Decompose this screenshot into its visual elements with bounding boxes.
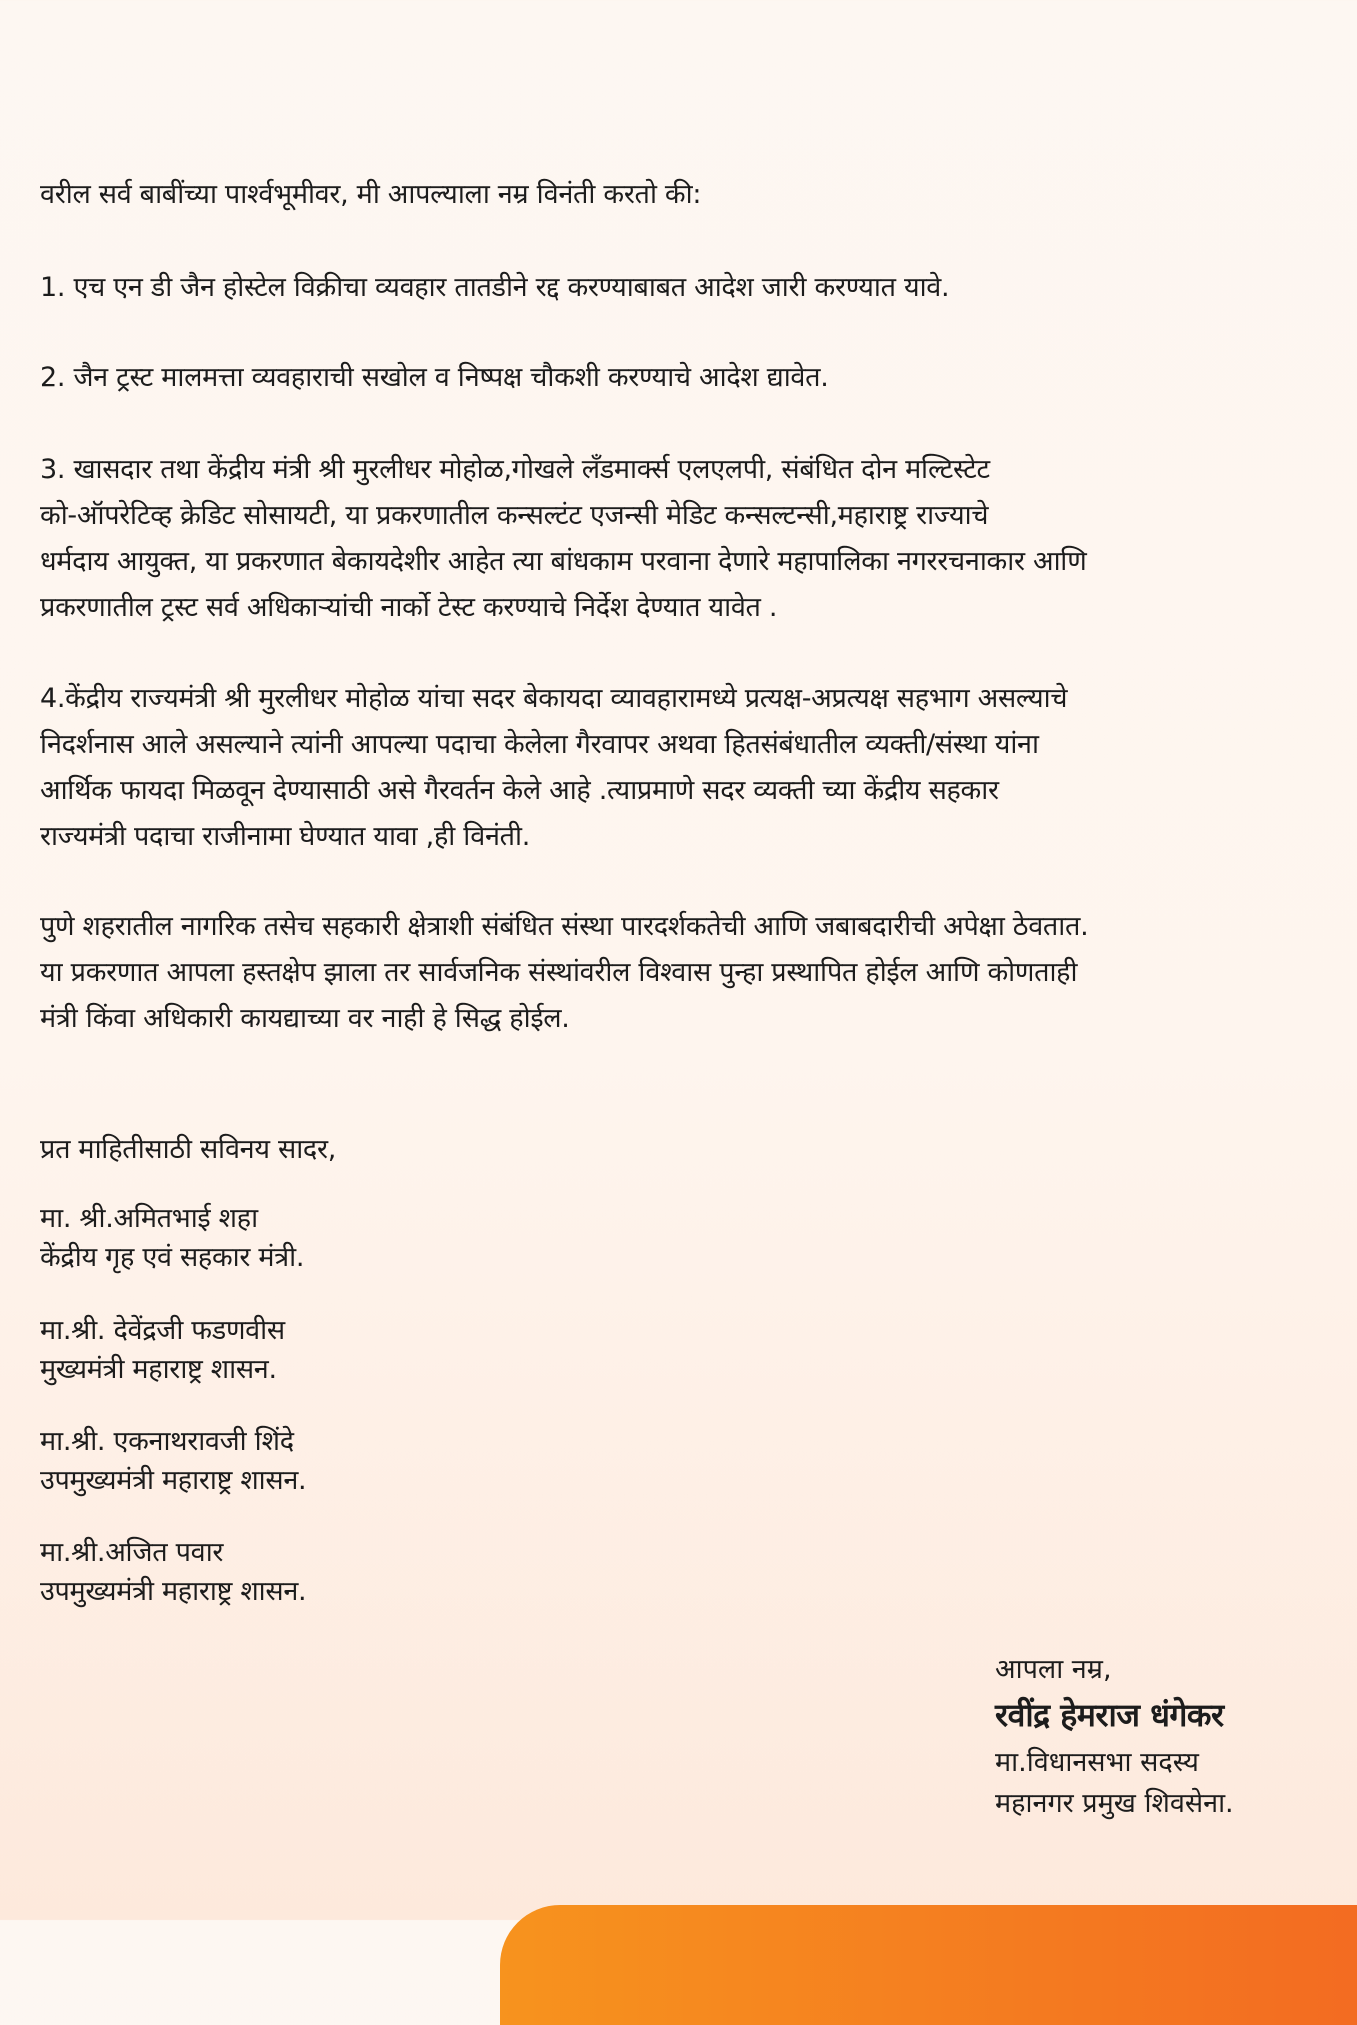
signature-salutation: आपला नम्र, (995, 1654, 1112, 1685)
point-4-line: आर्थिक फायदा मिळवून देण्यासाठी असे गैरवर्तन केले आहे .त्याप्रमाणे सदर व्यक्ती च्या केंद्रीय सहकार (40, 775, 999, 806)
recipient-title: मुख्यमंत्री महाराष्ट्र शासन. (40, 1354, 277, 1385)
point-3-line: को-ऑपरेटिव्ह क्रेडिट सोसायटी, या प्रकरणातील कन्सल्टंट एजन्सी मेडिट कन्सल्टन्सी,महाराष्ट्र राज्याचे (40, 500, 989, 531)
closing-line: मंत्री किंवा अधिकारी कायद्याच्या वर नाही हे सिद्ध होईल. (40, 1003, 570, 1034)
signature-designation: महानगर प्रमुख शिवसेना. (995, 1788, 1234, 1819)
recipient-title: उपमुख्यमंत्री महाराष्ट्र शासन. (40, 1576, 307, 1607)
recipient-name: मा.श्री.अजित पवार (40, 1537, 224, 1568)
point-2: 2. जैन ट्रस्ट मालमत्ता व्यवहाराची सखोल व निष्पक्ष चौकशी करण्याचे आदेश द्यावेत. (40, 362, 829, 393)
recipient-name: मा. श्री.अमितभाई शहा (40, 1203, 258, 1234)
point-4-line: राज्यमंत्री पदाचा राजीनामा घेण्यात यावा ,ही विनंती. (40, 821, 531, 852)
signature-name: रवींद्र हेमराज धंगेकर (995, 1696, 1224, 1734)
intro-text: वरील सर्व बाबींच्या पार्श्वभूमीवर, मी आपल्याला नम्र विनंती करतो की: (40, 179, 702, 210)
point-3-line: 3. खासदार तथा केंद्रीय मंत्री श्री मुरलीधर मोहोळ,गोखले लँडमार्क्स एलएलपी, संबंधित दोन मल्टिस्टेट (40, 454, 990, 485)
closing-line: या प्रकरणात आपला हस्तक्षेप झाला तर सार्वजनिक संस्थांवरील विश्वास पुन्हा प्रस्थापित होईल आणि कोणताही (40, 957, 1078, 988)
point-4-line: 4.केंद्रीय राज्यमंत्री श्री मुरलीधर मोहोळ यांचा सदर बेकायदा व्यावहारामध्ये प्रत्यक्ष-अप्रत्यक्ष सहभाग असल्याचे (40, 683, 1068, 714)
copy-heading: प्रत माहितीसाठी सविनय सादर, (40, 1134, 336, 1165)
recipient-title: उपमुख्यमंत्री महाराष्ट्र शासन. (40, 1465, 307, 1496)
signature-designation: मा.विधानसभा सदस्य (995, 1747, 1199, 1778)
recipient-name: मा.श्री. एकनाथरावजी शिंदे (40, 1426, 294, 1457)
point-3-line: प्रकरणातील ट्रस्ट सर्व अधिकाऱ्यांची नार्को टेस्ट करण्याचे निर्देश देण्यात यावेत . (40, 592, 778, 623)
recipient-name: मा.श्री. देवेंद्रजी फडणवीस (40, 1315, 285, 1346)
recipient-title: केंद्रीय गृह एवं सहकार मंत्री. (40, 1242, 305, 1273)
point-1: 1. एच एन डी जैन होस्टेल विक्रीचा व्यवहार तातडीने रद्द करण्याबाबत आदेश जारी करण्यात यावे. (40, 272, 950, 303)
point-4-line: निदर्शनास आले असल्याने त्यांनी आपल्या पदाचा केलेला गैरवापर अथवा हितसंबंधातील व्यक्ती/संस्था यांना (40, 729, 1039, 760)
closing-line: पुणे शहरातील नागरिक तसेच सहकारी क्षेत्राशी संबंधित संस्था पारदर्शकतेची आणि जबाबदारीची अपेक्षा ठेवतात. (40, 911, 1089, 942)
footer-accent-bar (500, 1905, 1357, 2025)
point-3-line: धर्मदाय आयुक्त, या प्रकरणात बेकायदेशीर आहेत त्या बांधकाम परवाना देणारे महापालिका नगररचनाकार आणि (40, 546, 1087, 577)
